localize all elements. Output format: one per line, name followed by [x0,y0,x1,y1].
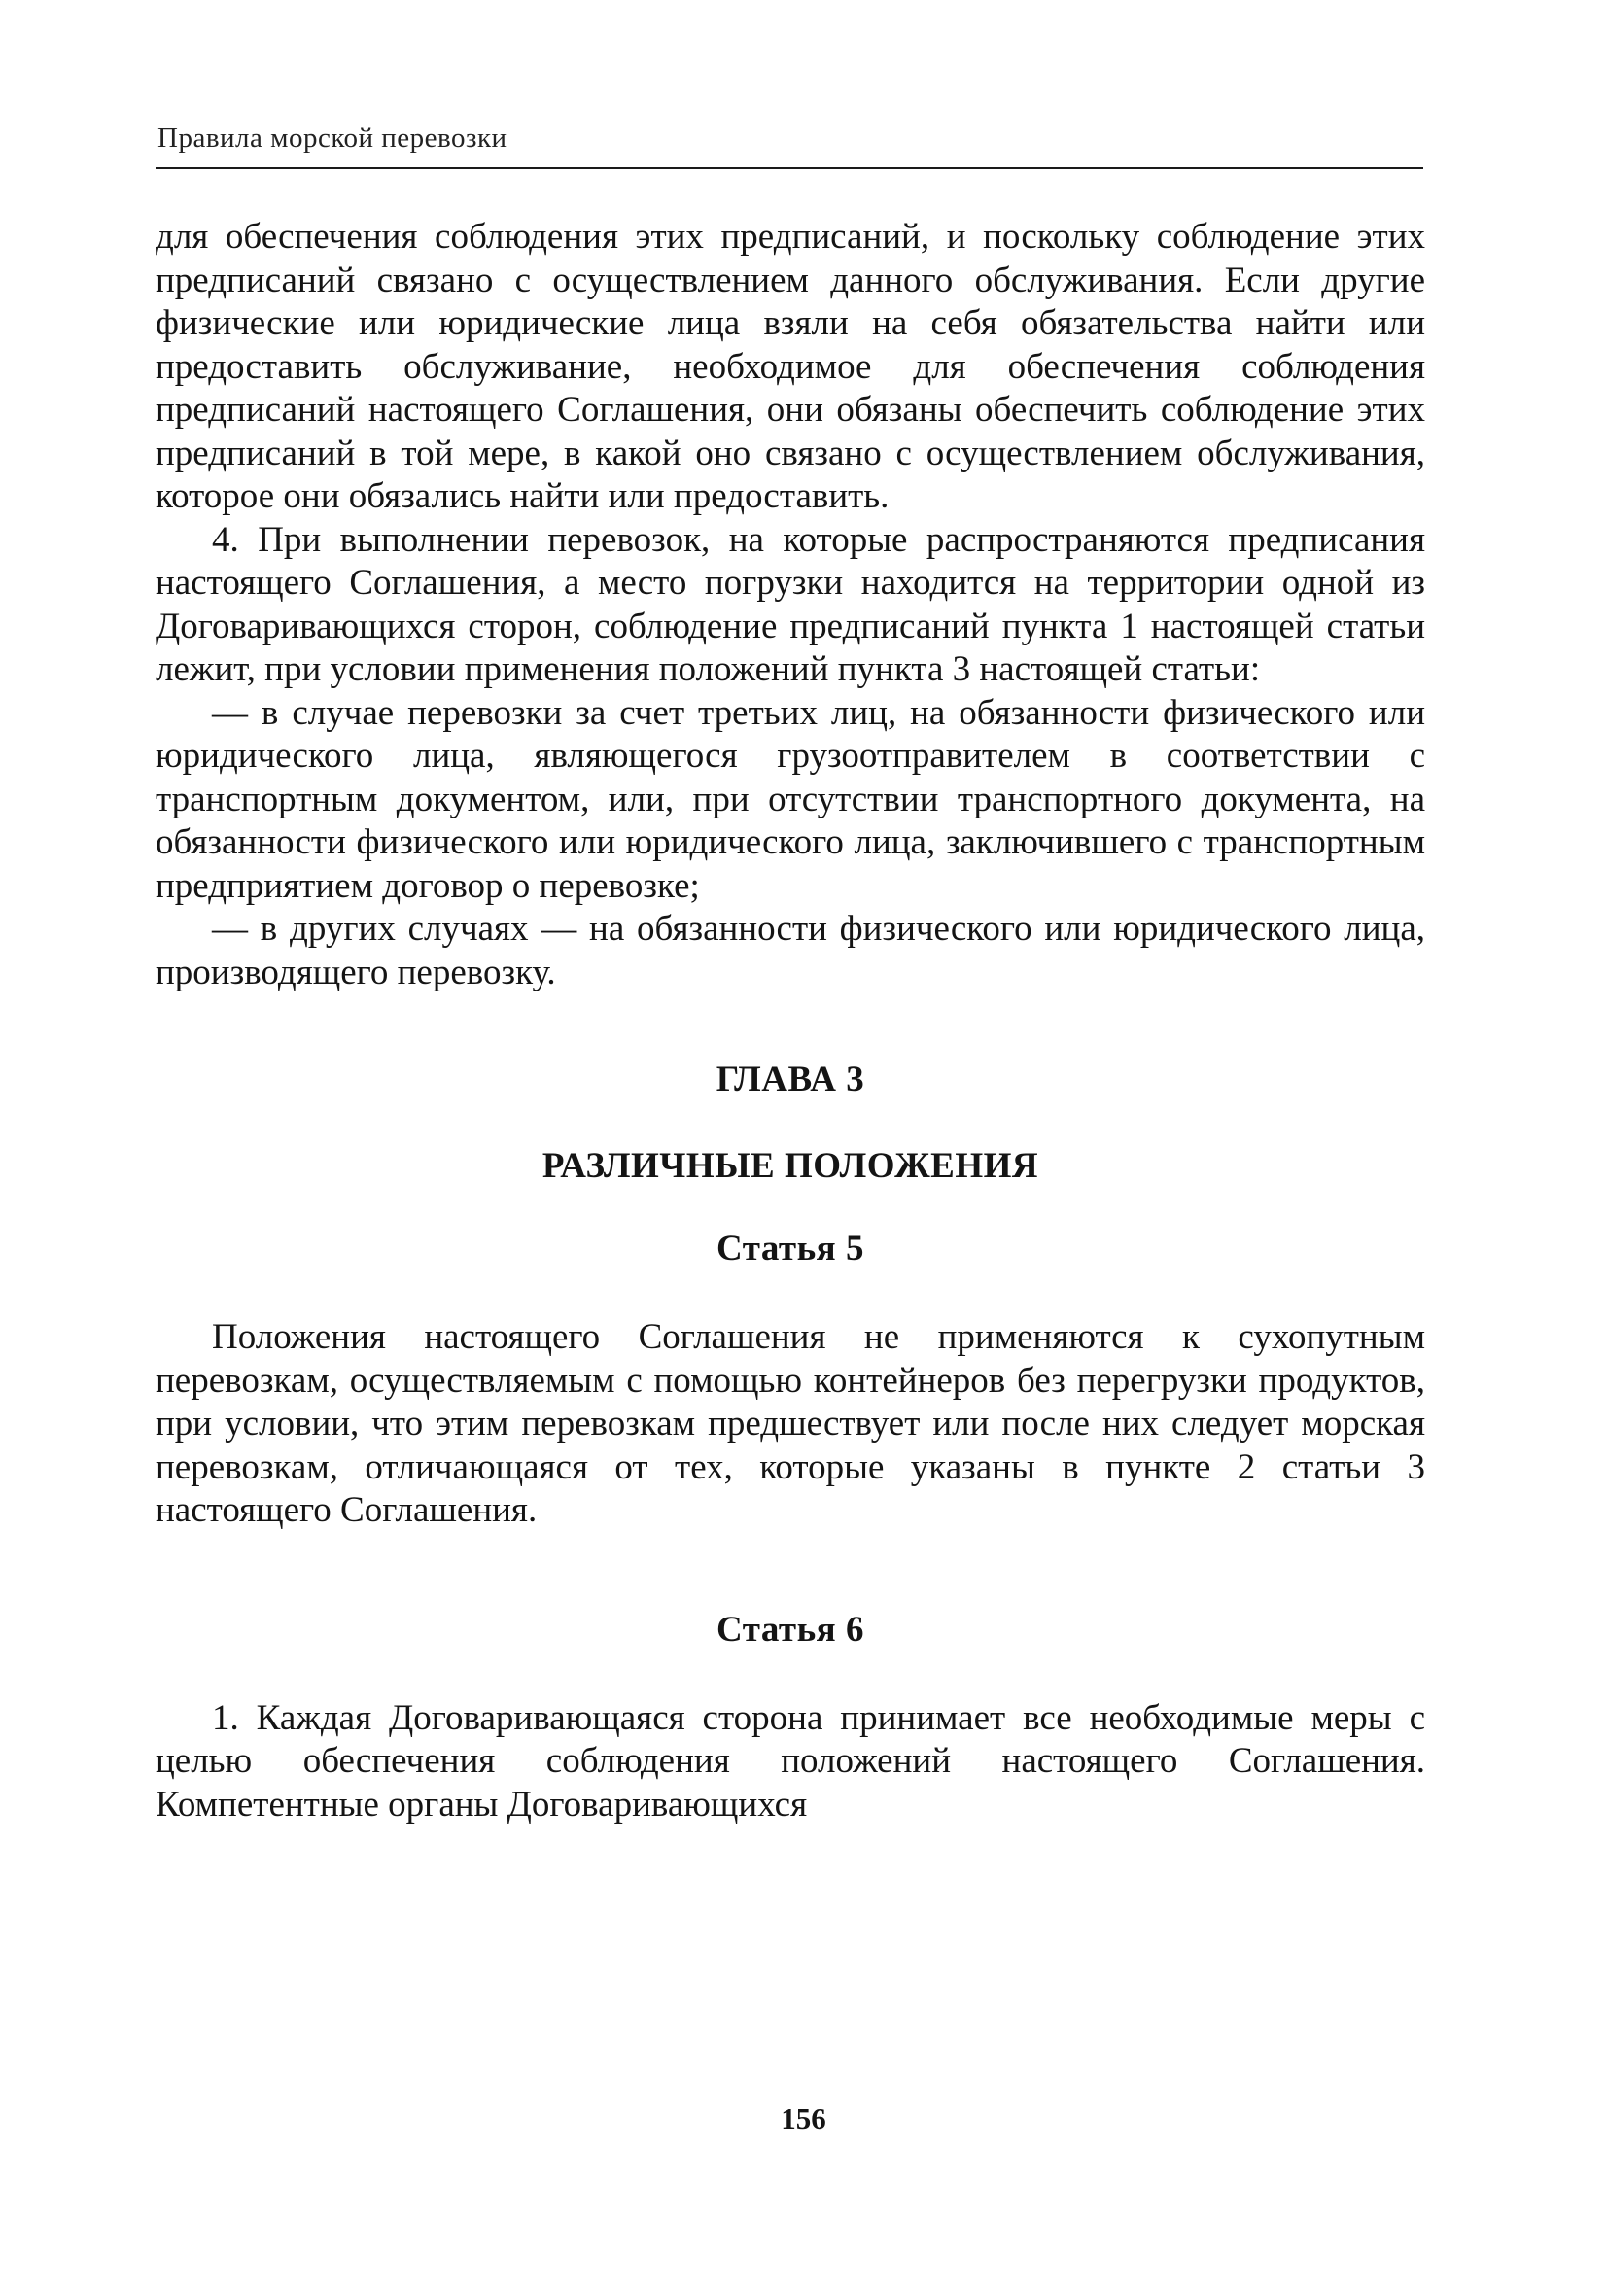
article-5-text: Положения настоящего Соглашения не применяются к сухопутным перевозкам, осуществляемым с помощью контейнеров без перегрузки продуктов, при условии, что этим перевозкам предшествует или после них следует морская перевозкам, отличающаяся от тех, которые указаны в пункте 2 статьи 3 настоящего Соглашения. [156,1317,1425,1530]
page-content [156,216,1425,1826]
article-5-heading: Статья 5 [716,1229,864,1269]
paragraph-continued: для обеспечения соблюдения этих предписаний, и поскольку соблюдение этих предписаний связано с осуществлением данного обслуживания. Если другие физические или юридические лица взяли на себя обязательства найти или предоставить обслуживание, необходимое для обеспечения соблюдения предписаний настоящего Соглашения, они обязаны обеспечить соблюдение этих предписаний в той мере, в какой оно связано с осуществлением обслуживания, которое они обязались найти или предоставить. [156,217,1425,516]
list-item-other-cases: — в других случаях — на обязанности физического или юридического лица, производящего перевозку. [156,909,1425,992]
header-rule [156,167,1423,169]
article-6-heading: Статья 6 [716,1609,864,1650]
chapter-heading: ГЛАВА 3 [716,1060,865,1099]
running-header: Правила морской перевозки [157,122,507,154]
article-6-paragraph-1: 1. Каждая Договаривающаяся сторона принимает все необходимые меры с целью обеспечения соблюдения положений настоящего Соглашения. Компетентные органы Договаривающихся [156,1697,1425,1825]
paragraph-4: 4. При выполнении перевозок, на которые распространяются предписания настоящего Соглашения, а место погрузки находится на территории одной из Договаривающихся сторон, соблюдение предписаний пункта 1 настоящей статьи лежит, при условии применения положений пункта 3 настоящей статьи: [156,519,1425,689]
section-heading: РАЗЛИЧНЫЕ ПОЛОЖЕНИЯ [541,1146,1039,1186]
list-item-third-party: — в случае перевозки за счет третьих лиц, на обязанности физического или юридического лица, являющегося грузоотправителем в соответствии с транспортным документом, или, при отсутствии транспортного документа, на обязанности физического или юридического лица, заключившего с транспортным предприятием договор о перевозке; [156,692,1425,906]
page-number: 156 [781,2102,826,2136]
